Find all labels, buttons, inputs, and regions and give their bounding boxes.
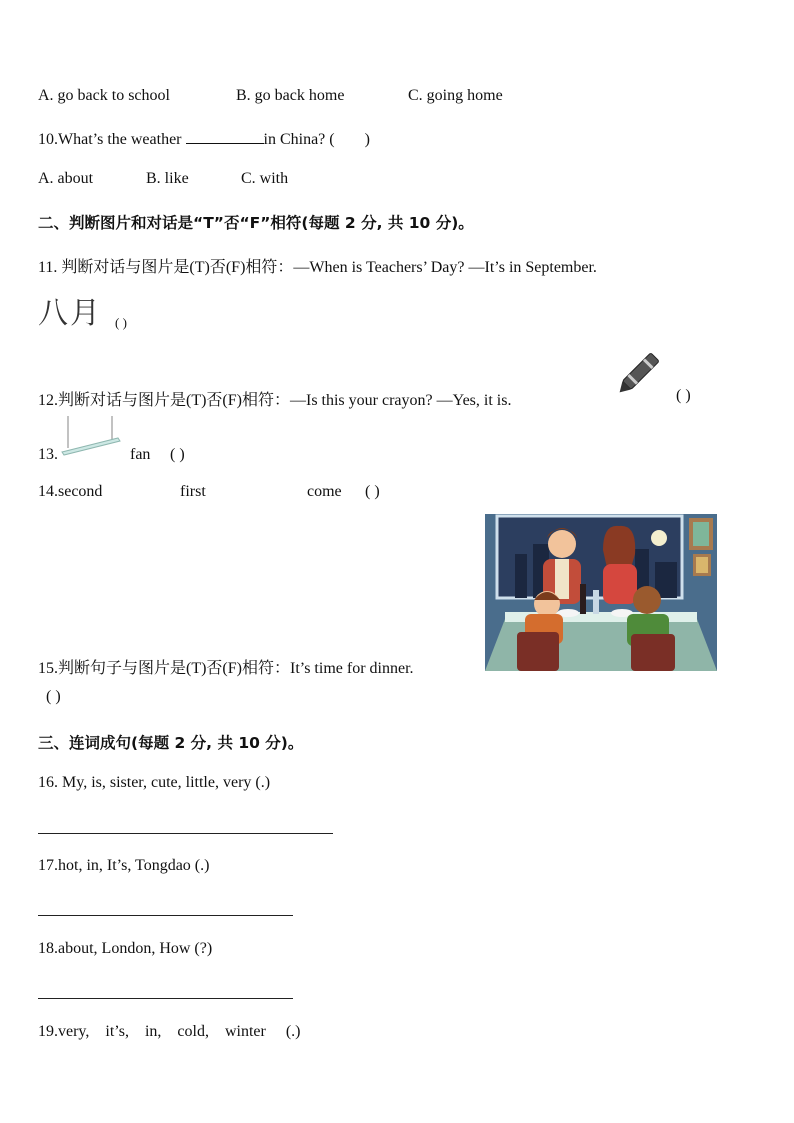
- crayon-icon: [610, 346, 666, 402]
- q13-answer-paren[interactable]: ( ): [170, 446, 185, 463]
- family-dinner-illustration: [485, 514, 717, 671]
- q19-question: 19.very, it’s, in, cold, winter (.): [38, 1023, 301, 1040]
- q10-option-c: C. with: [241, 170, 289, 187]
- august-image: 八月: [38, 296, 102, 331]
- q14-word-2: first: [180, 483, 206, 500]
- q9-option-b: B. go back home: [236, 87, 345, 104]
- q10-question: [38, 129, 370, 149]
- q15-answer-paren[interactable]: ( ): [46, 688, 61, 705]
- q10-option-b: B. like: [146, 170, 189, 187]
- q11-answer-paren[interactable]: ( ): [115, 315, 127, 330]
- q9-options: [38, 87, 503, 105]
- q17-question: 17.hot, in, It’s, Tongdao (.): [38, 857, 210, 874]
- q10-option-a: A. about: [38, 170, 94, 187]
- q18-answer-line[interactable]: [38, 998, 293, 999]
- q10-blank[interactable]: [186, 129, 264, 144]
- q14-word-1: 14.second: [38, 483, 103, 500]
- q17-answer-line[interactable]: [38, 915, 293, 916]
- q10-options: [38, 170, 289, 188]
- q16-answer-line[interactable]: [38, 833, 333, 834]
- q15-question: 15.判断句子与图片是(T)否(F)相符：It’s time for dinner.: [38, 660, 414, 677]
- q10-suffix: in China? (: [263, 131, 335, 148]
- q12-question: 12.判断对话与图片是(T)否(F)相符：—Is this your crayon? —Yes, it is.: [38, 392, 512, 409]
- section2-title: 二、判断图片和对话是“T”否“F”相符(每题 2 分, 共 10 分)。: [38, 214, 474, 232]
- fluorescent-lamp-icon: [58, 414, 122, 458]
- q10-close: ): [364, 131, 370, 148]
- q9-option-a: A. go back to school: [38, 87, 170, 104]
- q18-question: 18.about, London, How (?): [38, 940, 213, 957]
- q13-word: fan: [130, 446, 151, 463]
- q10-prefix: 10.What’s the weather: [38, 131, 186, 148]
- q12-answer-paren[interactable]: ( ): [676, 387, 691, 404]
- q11-question: 11. 判断对话与图片是(T)否(F)相符：—When is Teachers’ Day? —It’s in September.: [38, 259, 597, 276]
- q14-word-3: come: [307, 483, 342, 500]
- q13-number: 13.: [38, 446, 58, 463]
- q9-option-c: C. going home: [408, 87, 503, 104]
- q16-question: 16. My, is, sister, cute, little, very (.): [38, 774, 271, 791]
- section3-title: 三、连词成句(每题 2 分, 共 10 分)。: [38, 734, 304, 752]
- q14-answer-paren[interactable]: ( ): [365, 483, 380, 500]
